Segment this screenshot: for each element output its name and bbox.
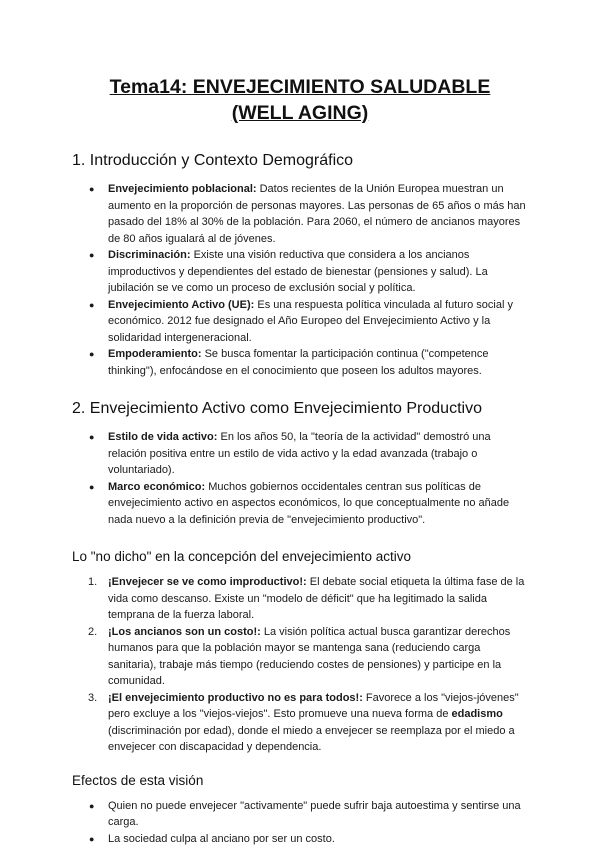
item-term: ¡El envejecimiento productivo no es para todos!:	[108, 691, 363, 704]
item-term: Envejecimiento poblacional:	[108, 183, 257, 195]
item-text: Datos recientes de la Unión Europea muestran un aumento en la proporción de personas mayores. Las personas de 65 años o más han pasado del 18% al 30% de la población. Para 2060, el número de ancianos mayores de 80 años igualará al de jóvenes.	[108, 183, 526, 245]
section-2-heading: 2. Envejecimiento Activo como Envejecimiento Productivo	[72, 400, 482, 417]
item-term: Envejecimiento Activo (UE):	[108, 298, 255, 311]
item-text: (discriminación por edad), donde el miedo a envejecer se reemplaza por el miedo a envejecer con discapacidad y dependencia.	[108, 724, 515, 753]
section-1-heading: 1. Introducción y Contexto Demográfico	[72, 152, 354, 169]
bullet-icon: ●	[89, 349, 95, 359]
bullet-icon: ●	[89, 184, 95, 194]
item-term: Discriminación:	[108, 249, 191, 261]
list-item	[72, 574, 528, 624]
bullet-icon: ●	[89, 800, 95, 811]
list-item	[72, 831, 528, 848]
item-term: ¡Envejecer se ve como improductivo!:	[108, 576, 307, 588]
item-term: Marco económico:	[108, 480, 206, 493]
item-text: En los años 50, la "teoría de la actividad" demostró una relación positiva entre un estilo de vida activo y la edad avanzada (trabajo o voluntariado).	[108, 431, 491, 476]
document-title	[72, 0, 528, 126]
item-term: Empoderamiento:	[108, 348, 202, 360]
bullet-icon: ●	[89, 250, 95, 260]
item-term: ¡Los ancianos son un costo!:	[108, 625, 261, 638]
item-text: Se busca fomentar la participación continua ("competence thinking"), enfocándose en el conocimiento que poseen los adultos mayores.	[108, 348, 489, 377]
no-dicho-list	[72, 574, 528, 756]
item-text: Quien no puede envejecer "activamente" puede sufrir baja autoestima y sentirse una carga.	[108, 799, 521, 828]
item-number: 2.	[88, 625, 98, 638]
list-item	[72, 181, 528, 247]
item-text: El debate social etiqueta la última fase de la vida como descanso. Existe un "modelo de déficit" que ha legitimado la salida temprana de la fuerza laboral.	[108, 576, 525, 621]
title-line-2: (WELL AGING)	[231, 102, 369, 124]
item-number: 3.	[88, 691, 98, 704]
item-text: Muchos gobiernos occidentales centran sus políticas de envejecimiento activo en aspectos económicos, lo que conceptualmente no añade nada nuevo a la definición previa de "envejecimiento productivo".	[108, 480, 510, 526]
efectos-list	[72, 798, 528, 848]
bullet-icon: ●	[89, 833, 95, 844]
list-item	[72, 690, 528, 756]
item-text: La sociedad culpa al anciano por ser un costo.	[108, 832, 335, 845]
item-number: 1.	[88, 576, 98, 588]
bullet-icon: ●	[89, 299, 95, 310]
list-item	[72, 247, 528, 297]
list-item	[72, 624, 528, 690]
list-item	[72, 346, 528, 379]
section-2-list	[72, 429, 528, 528]
bullet-icon: ●	[89, 481, 95, 492]
item-text: La visión política actual busca garantizar derechos humanos para que la población mayor se mantenga sana (reduciendo carga sanitaria), trabaje más tiempo (reduciendo costes de pensiones) y participe en la comunidad.	[108, 625, 511, 687]
list-item	[72, 479, 528, 529]
subsection-no-dicho-heading: Lo "no dicho" en la concepción del envejecimiento activo	[72, 549, 412, 564]
section-1-list	[72, 181, 528, 379]
item-term-edadismo: edadismo	[451, 708, 503, 720]
item-text: Existe una visión reductiva que considera a los ancianos improductivos y dependientes del estado de bienestar (pensiones y salud). La jubilación se ve como un proceso de exclusión social y política.	[108, 249, 488, 294]
title-line-1: Tema14: ENVEJECIMIENTO SALUDABLE	[109, 76, 491, 98]
item-text: Favorece a los "viejos-jóvenes" pero excluye a los "viejos-viejos". Esto promueve una nueva forma de	[108, 691, 519, 720]
list-item	[72, 297, 528, 347]
list-item	[72, 429, 528, 479]
bullet-icon: ●	[89, 432, 95, 442]
item-term: Estilo de vida activo:	[108, 431, 218, 443]
item-text: Es una respuesta política vinculada al futuro social y económico. 2012 fue designado el Año Europeo del Envejecimiento Activo y la solidaridad intergeneracional.	[108, 298, 513, 344]
list-item	[72, 798, 528, 831]
subsection-efectos-heading: Efectos de esta visión	[72, 772, 204, 788]
